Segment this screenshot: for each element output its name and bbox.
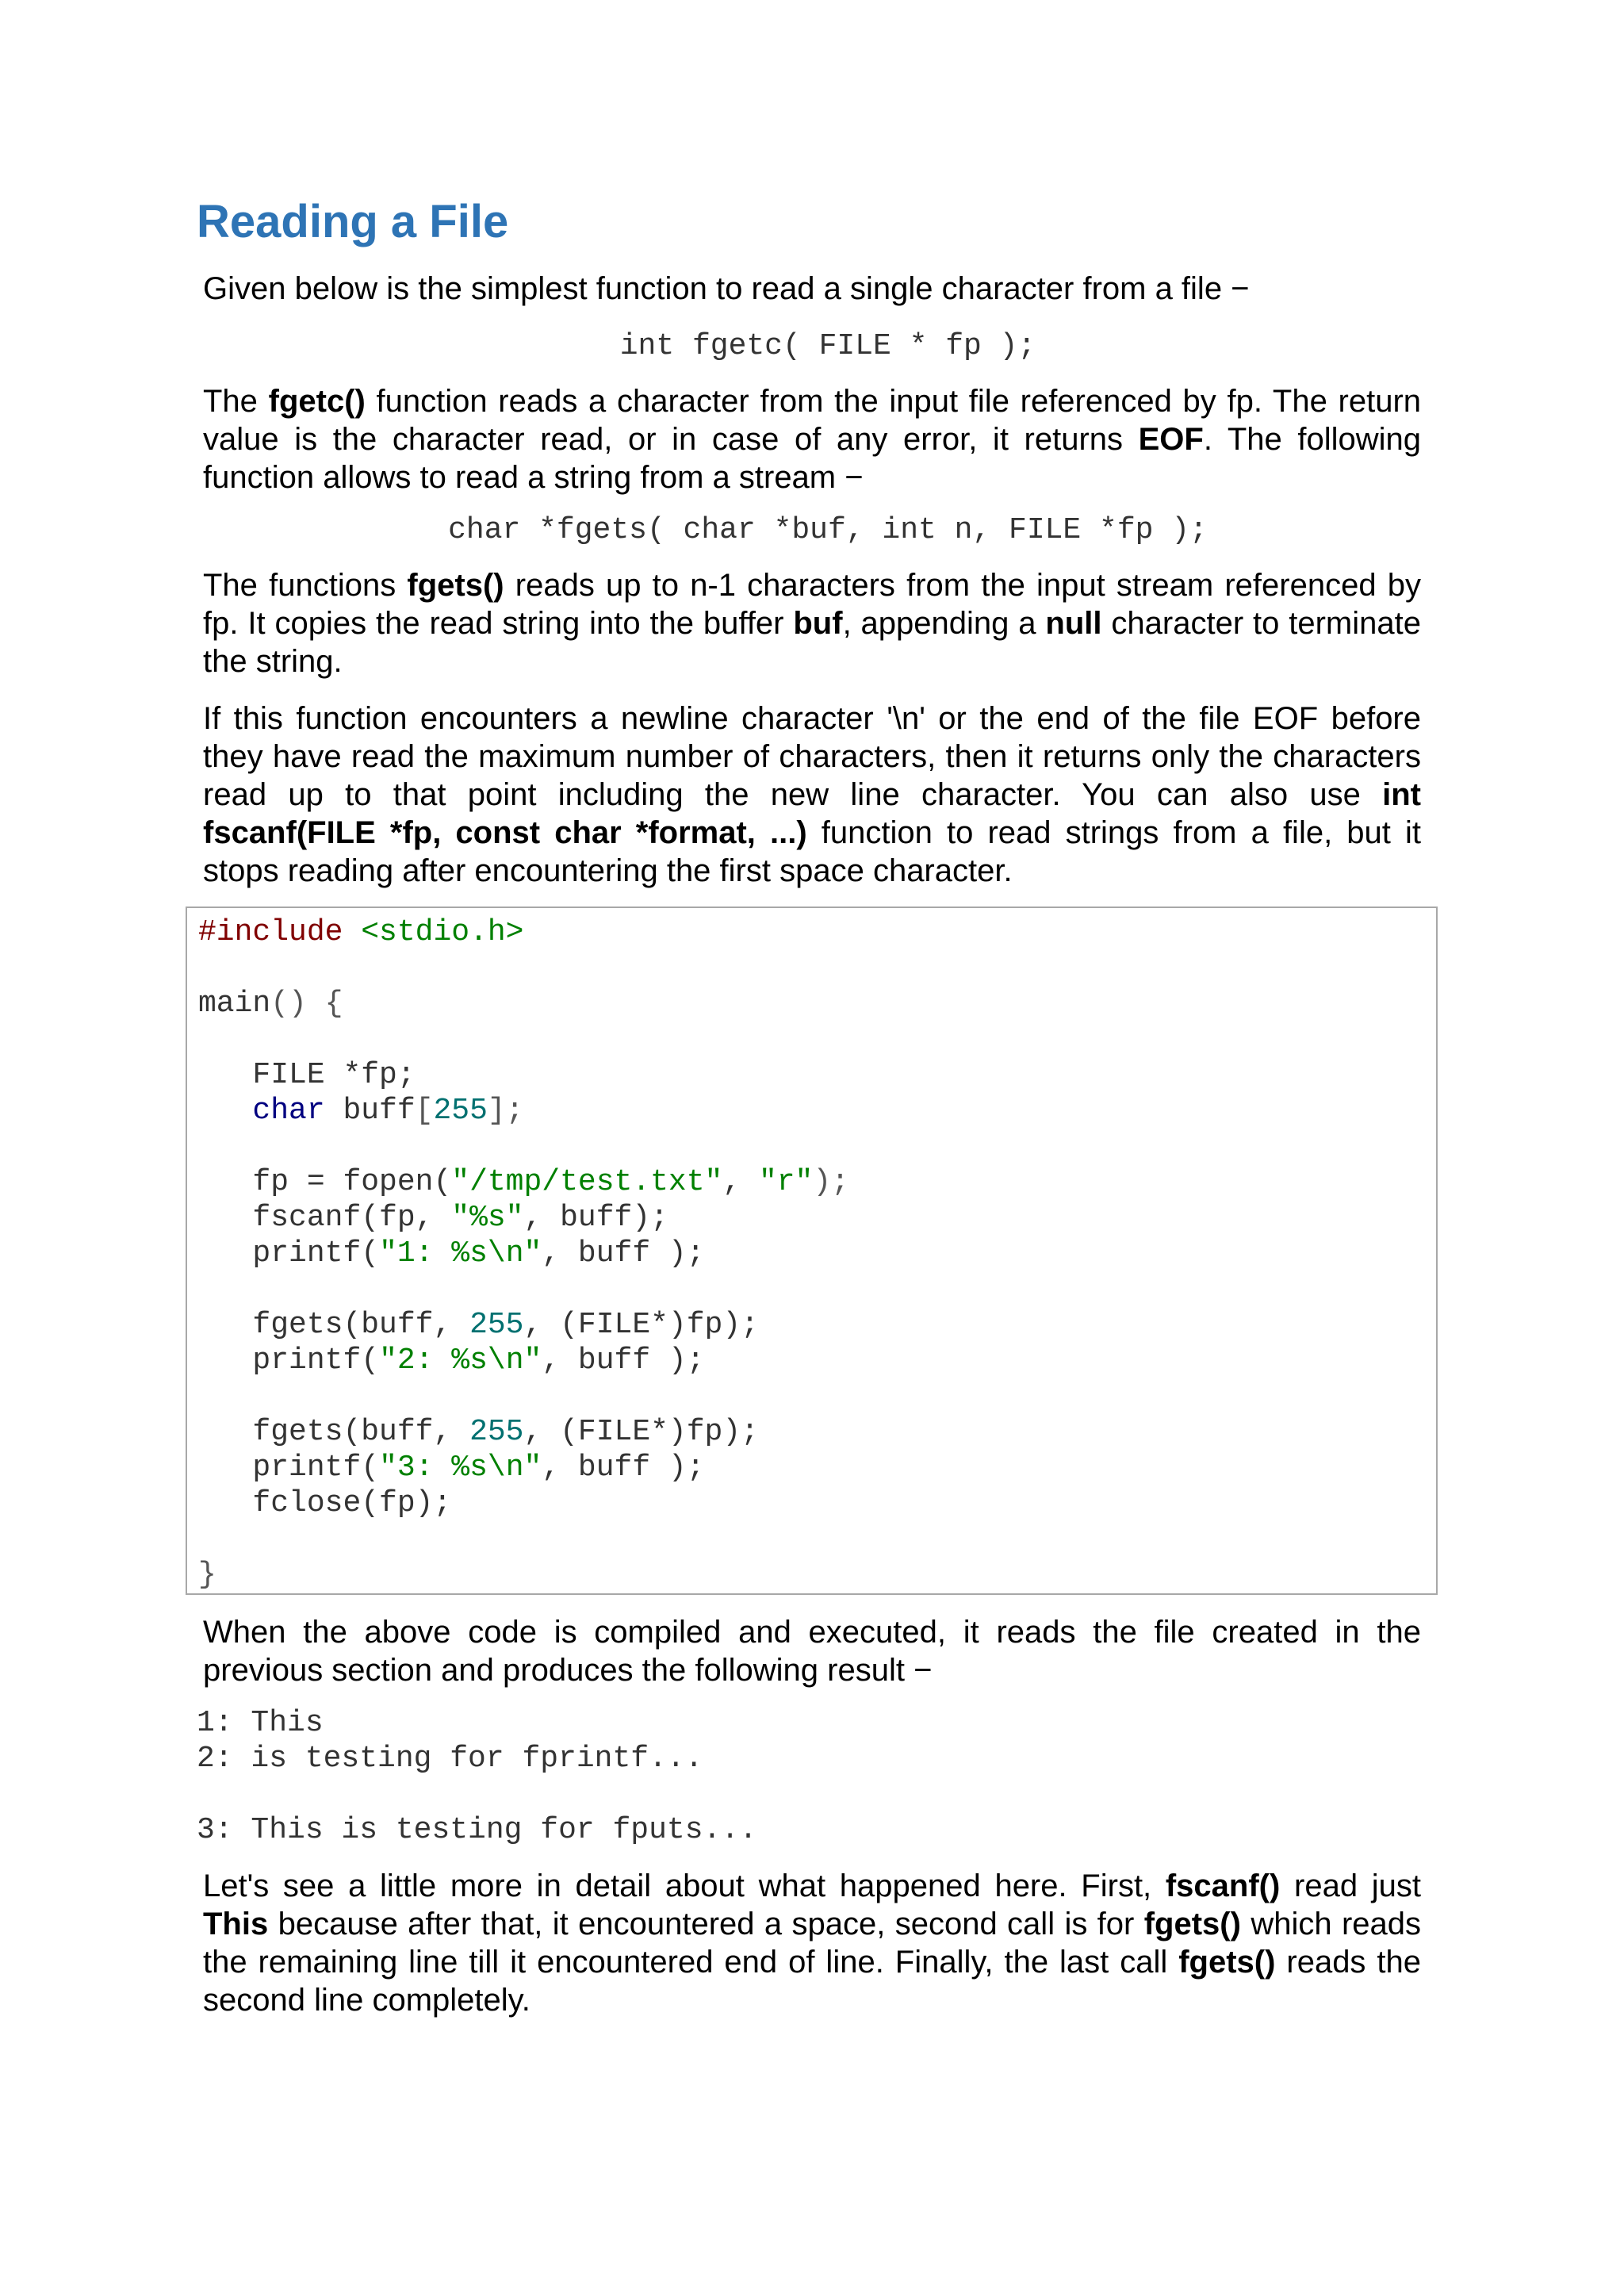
output-line-2: 2: is testing for fprintf... (197, 1742, 703, 1776)
explanation-paragraph: Let's see a little more in detail about what happened here. First, fscanf() read just This because after that, it encountered a space, second call is for fgets() which reads the remaining line till it encountered end of line. Finally, the last call fgets() reads the second line completely. (203, 1869, 1421, 2018)
code-listing: #include <stdio.h> main() { FILE *fp; char buff[255]; fp = fopen("/tmp/test.txt", "r"); fscanf(fp, "%s", buff); printf("1: %s\n", buff ); fgets(buff, 255, (FILE*)fp); printf("2: %s\n", buff ); fgets(buff, 255, (FILE*)fp); printf("3: %s\n", buff ); fclose(fp); } (198, 915, 849, 1592)
fgetc-term: fgetc() (268, 384, 366, 419)
intro-paragraph: Given below is the simplest function to read a single character from a file − (203, 271, 1250, 306)
fgetc-description: The fgetc() function reads a character from the input file referenced by fp. The return value is the character read, or in case of any error, it returns EOF. The following function allows to read a string from a stream − (203, 384, 1422, 495)
this-term: This (203, 1907, 269, 1941)
program-output (197, 1705, 757, 1848)
fgets-description: The functions fgets() reads up to n-1 characters from the input stream referenced by fp. It copies the read string into the buffer buf, appending a null character to terminate the string. (203, 568, 1422, 679)
code-block (186, 907, 1438, 1595)
eof-term: EOF (1138, 422, 1204, 457)
fgetc-prototype: int fgetc( FILE * fp ); (619, 329, 1036, 363)
output-line-1: 1: This (197, 1706, 324, 1740)
fgets-prototype: char *fgets( char *buf, int n, FILE *fp ); (448, 513, 1208, 547)
fgets-term-3: fgets() (1178, 1945, 1276, 1980)
fgets-term: fgets() (407, 568, 504, 603)
buf-term: buf (793, 606, 843, 641)
result-intro: When the above code is compiled and executed, it reads the file created in the previous section and produces the following result − (203, 1615, 1421, 1688)
page-title: Reading a File (197, 196, 509, 247)
fscanf-signature-term: int fscanf(FILE *fp, const char *format, ...) (203, 777, 1421, 850)
fscanf-term: fscanf() (1165, 1869, 1281, 1903)
null-term: null (1045, 606, 1102, 641)
newline-description: If this function encounters a newline character '\n' or the end of the file EOF before they have read the maximum number of characters, then it returns only the characters read up to that point including the new line character. You can also use int fscanf(FILE *fp, const char *format, ...) function to read strings from a file, but it stops reading after encountering the first space character. (203, 701, 1421, 888)
output-line-3: 3: This is testing for fputs... (197, 1813, 757, 1847)
fgets-term-2: fgets() (1143, 1907, 1241, 1941)
